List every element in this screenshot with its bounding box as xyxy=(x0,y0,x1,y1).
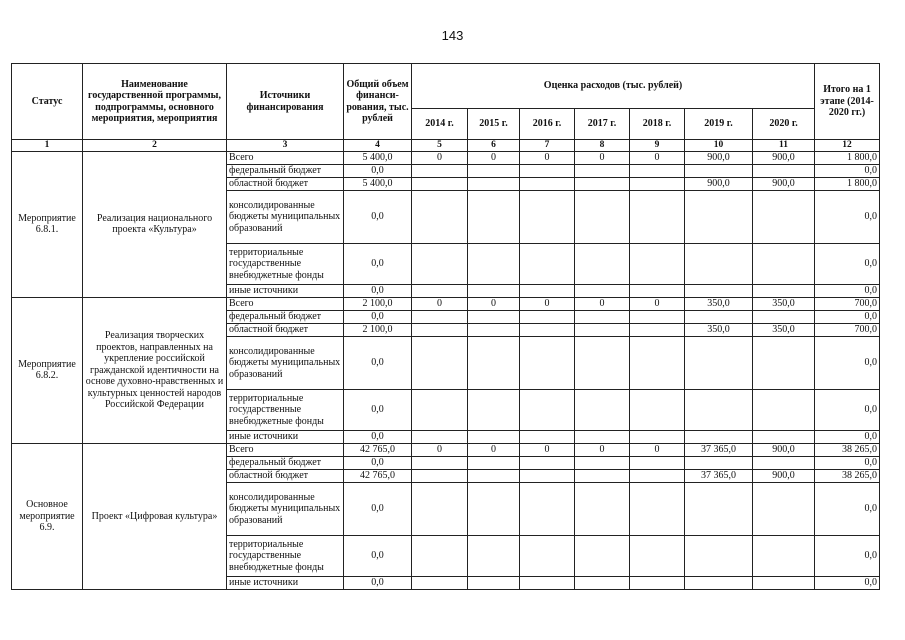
table-body xyxy=(12,151,880,589)
year-value-cell xyxy=(753,389,815,430)
year-value-cell: 0 xyxy=(520,297,575,310)
column-index: 2 xyxy=(83,140,227,152)
header-status: Статус xyxy=(12,64,83,140)
source-cell: федеральный бюджет xyxy=(227,164,344,177)
year-value-cell xyxy=(468,456,520,469)
year-value-cell xyxy=(575,456,630,469)
source-cell: областной бюджет xyxy=(227,177,344,190)
column-index: 4 xyxy=(344,140,412,152)
year-value-cell: 900,0 xyxy=(753,177,815,190)
year-value-cell xyxy=(685,164,753,177)
column-index: 8 xyxy=(575,140,630,152)
year-value-cell xyxy=(575,430,630,443)
year-value-cell xyxy=(753,164,815,177)
year-value-cell: 350,0 xyxy=(685,323,753,336)
header-total: Общий объем финанси-рования, тыс. рублей xyxy=(344,64,412,140)
year-value-cell xyxy=(630,284,685,297)
total-cell: 0,0 xyxy=(344,190,412,243)
year-value-cell xyxy=(685,243,753,284)
source-cell: консолидированные бюджеты муниципальных образований xyxy=(227,336,344,389)
total-cell: 0,0 xyxy=(344,243,412,284)
year-value-cell: 350,0 xyxy=(685,297,753,310)
year-value-cell xyxy=(468,310,520,323)
year-value-cell xyxy=(520,177,575,190)
year-value-cell xyxy=(468,576,520,589)
year-value-cell xyxy=(412,469,468,482)
year-value-cell: 900,0 xyxy=(753,151,815,164)
stage-total-cell: 0,0 xyxy=(815,576,880,589)
year-value-cell: 900,0 xyxy=(753,443,815,456)
source-cell: иные источники xyxy=(227,284,344,297)
year-value-cell xyxy=(630,389,685,430)
column-index: 9 xyxy=(630,140,685,152)
source-cell: территориальные государственные внебюджетные фонды xyxy=(227,535,344,576)
stage-total-cell: 0,0 xyxy=(815,190,880,243)
source-cell: консолидированные бюджеты муниципальных образований xyxy=(227,482,344,535)
year-value-cell: 0 xyxy=(412,151,468,164)
year-value-cell: 350,0 xyxy=(753,297,815,310)
year-value-cell xyxy=(753,243,815,284)
year-value-cell xyxy=(753,430,815,443)
total-cell: 0,0 xyxy=(344,284,412,297)
year-value-cell xyxy=(468,177,520,190)
year-value-cell xyxy=(630,456,685,469)
total-cell: 42 765,0 xyxy=(344,469,412,482)
year-value-cell: 0 xyxy=(520,151,575,164)
year-value-cell xyxy=(412,164,468,177)
header-name: Наименование государственной программы, подпрограммы, основного мероприятия, мероприятия xyxy=(83,64,227,140)
source-cell: федеральный бюджет xyxy=(227,456,344,469)
year-value-cell: 0 xyxy=(630,297,685,310)
total-cell: 2 100,0 xyxy=(344,297,412,310)
source-cell: Всего xyxy=(227,151,344,164)
year-value-cell xyxy=(685,336,753,389)
year-value-cell xyxy=(412,243,468,284)
year-value-cell: 900,0 xyxy=(685,177,753,190)
stage-total-cell: 38 265,0 xyxy=(815,443,880,456)
year-value-cell xyxy=(630,469,685,482)
column-index: 3 xyxy=(227,140,344,152)
header-sources: Источники финансирования xyxy=(227,64,344,140)
year-value-cell xyxy=(630,482,685,535)
year-value-cell xyxy=(412,190,468,243)
year-value-cell xyxy=(575,177,630,190)
stage-total-cell: 0,0 xyxy=(815,336,880,389)
year-value-cell: 0 xyxy=(630,443,685,456)
year-value-cell xyxy=(412,535,468,576)
column-index: 5 xyxy=(412,140,468,152)
year-value-cell xyxy=(412,456,468,469)
year-value-cell xyxy=(412,284,468,297)
stage-total-cell: 0,0 xyxy=(815,389,880,430)
year-value-cell xyxy=(685,456,753,469)
year-value-cell xyxy=(468,190,520,243)
source-cell: территориальные государственные внебюджетные фонды xyxy=(227,389,344,430)
source-cell: территориальные государственные внебюджетные фонды xyxy=(227,243,344,284)
year-value-cell xyxy=(520,310,575,323)
stage-total-cell: 700,0 xyxy=(815,297,880,310)
year-value-cell xyxy=(753,310,815,323)
total-cell: 42 765,0 xyxy=(344,443,412,456)
column-index: 1 xyxy=(12,140,83,152)
year-value-cell xyxy=(412,482,468,535)
year-value-cell xyxy=(412,430,468,443)
year-value-cell xyxy=(520,389,575,430)
stage-total-cell: 1 800,0 xyxy=(815,177,880,190)
year-value-cell xyxy=(575,284,630,297)
year-value-cell xyxy=(630,336,685,389)
year-value-cell xyxy=(630,323,685,336)
total-cell: 2 100,0 xyxy=(344,323,412,336)
year-value-cell: 350,0 xyxy=(753,323,815,336)
total-cell: 0,0 xyxy=(344,430,412,443)
year-value-cell: 37 365,0 xyxy=(685,443,753,456)
year-value-cell xyxy=(520,576,575,589)
year-value-cell: 0 xyxy=(575,297,630,310)
year-value-cell xyxy=(753,190,815,243)
year-value-cell xyxy=(412,310,468,323)
year-value-cell xyxy=(630,535,685,576)
source-cell: федеральный бюджет xyxy=(227,310,344,323)
header-year: 2020 г. xyxy=(753,109,815,140)
year-value-cell xyxy=(575,164,630,177)
year-value-cell xyxy=(468,469,520,482)
year-value-cell: 37 365,0 xyxy=(685,469,753,482)
year-value-cell xyxy=(575,336,630,389)
source-cell: иные источники xyxy=(227,576,344,589)
year-value-cell xyxy=(753,456,815,469)
year-value-cell xyxy=(520,323,575,336)
header-estimate: Оценка расходов (тыс. рублей) xyxy=(412,64,815,109)
year-value-cell xyxy=(412,576,468,589)
table-row xyxy=(12,443,880,456)
stage-total-cell: 0,0 xyxy=(815,310,880,323)
year-value-cell: 0 xyxy=(575,151,630,164)
year-value-cell xyxy=(575,576,630,589)
year-value-cell: 0 xyxy=(412,443,468,456)
year-value-cell xyxy=(468,323,520,336)
year-value-cell: 0 xyxy=(468,297,520,310)
year-value-cell xyxy=(520,535,575,576)
page-number: 143 xyxy=(441,28,464,43)
year-value-cell: 0 xyxy=(520,443,575,456)
table-row xyxy=(12,151,880,164)
column-index: 10 xyxy=(685,140,753,152)
year-value-cell xyxy=(685,535,753,576)
year-value-cell xyxy=(468,164,520,177)
year-value-cell xyxy=(412,177,468,190)
column-index: 12 xyxy=(815,140,880,152)
column-index: 7 xyxy=(520,140,575,152)
year-value-cell xyxy=(520,164,575,177)
year-value-cell xyxy=(575,535,630,576)
stage-total-cell: 700,0 xyxy=(815,323,880,336)
year-value-cell xyxy=(575,389,630,430)
total-cell: 5 400,0 xyxy=(344,177,412,190)
year-value-cell xyxy=(520,430,575,443)
total-cell: 0,0 xyxy=(344,482,412,535)
year-value-cell xyxy=(468,389,520,430)
year-value-cell xyxy=(685,310,753,323)
total-cell: 0,0 xyxy=(344,336,412,389)
header-stage-total: Итого на 1 этапе (2014-2020 гг.) xyxy=(815,64,880,140)
year-value-cell xyxy=(575,469,630,482)
year-value-cell xyxy=(753,482,815,535)
year-value-cell xyxy=(685,389,753,430)
stage-total-cell: 1 800,0 xyxy=(815,151,880,164)
year-value-cell xyxy=(575,190,630,243)
year-value-cell xyxy=(575,323,630,336)
year-value-cell: 0 xyxy=(412,297,468,310)
year-value-cell: 0 xyxy=(630,151,685,164)
year-value-cell xyxy=(468,482,520,535)
stage-total-cell: 0,0 xyxy=(815,243,880,284)
source-cell: областной бюджет xyxy=(227,469,344,482)
total-cell: 5 400,0 xyxy=(344,151,412,164)
year-value-cell xyxy=(753,576,815,589)
header-year: 2014 г. xyxy=(412,109,468,140)
stage-total-cell: 0,0 xyxy=(815,535,880,576)
header-year: 2016 г. xyxy=(520,109,575,140)
stage-total-cell: 0,0 xyxy=(815,164,880,177)
year-value-cell xyxy=(630,576,685,589)
year-value-cell xyxy=(412,389,468,430)
year-value-cell xyxy=(520,469,575,482)
year-value-cell: 900,0 xyxy=(753,469,815,482)
stage-total-cell: 0,0 xyxy=(815,482,880,535)
year-value-cell xyxy=(468,430,520,443)
year-value-cell: 0 xyxy=(575,443,630,456)
source-cell: консолидированные бюджеты муниципальных образований xyxy=(227,190,344,243)
total-cell: 0,0 xyxy=(344,576,412,589)
status-cell: Основное мероприятие 6.9. xyxy=(12,443,83,589)
year-value-cell xyxy=(630,190,685,243)
year-value-cell xyxy=(520,190,575,243)
year-value-cell xyxy=(685,190,753,243)
year-value-cell xyxy=(412,336,468,389)
year-value-cell xyxy=(753,284,815,297)
year-value-cell xyxy=(630,177,685,190)
header-year: 2018 г. xyxy=(630,109,685,140)
year-value-cell xyxy=(575,310,630,323)
year-value-cell xyxy=(520,456,575,469)
year-value-cell xyxy=(468,535,520,576)
year-value-cell: 0 xyxy=(468,443,520,456)
year-value-cell xyxy=(412,323,468,336)
source-cell: областной бюджет xyxy=(227,323,344,336)
name-cell: Проект «Цифровая культура» xyxy=(83,443,227,589)
total-cell: 0,0 xyxy=(344,164,412,177)
stage-total-cell: 0,0 xyxy=(815,456,880,469)
status-cell: Мероприятие 6.8.2. xyxy=(12,297,83,443)
total-cell: 0,0 xyxy=(344,535,412,576)
stage-total-cell: 0,0 xyxy=(815,284,880,297)
stage-total-cell: 0,0 xyxy=(815,430,880,443)
year-value-cell xyxy=(520,243,575,284)
total-cell: 0,0 xyxy=(344,389,412,430)
year-value-cell xyxy=(685,430,753,443)
year-value-cell xyxy=(520,284,575,297)
year-value-cell xyxy=(520,482,575,535)
year-value-cell xyxy=(685,284,753,297)
year-value-cell: 900,0 xyxy=(685,151,753,164)
header-year: 2019 г. xyxy=(685,109,753,140)
year-value-cell xyxy=(685,482,753,535)
year-value-cell xyxy=(630,164,685,177)
name-cell: Реализация национального проекта «Культура» xyxy=(83,151,227,297)
column-index: 11 xyxy=(753,140,815,152)
year-value-cell xyxy=(753,535,815,576)
year-value-cell xyxy=(630,243,685,284)
column-index-row xyxy=(12,140,880,152)
year-value-cell xyxy=(520,336,575,389)
year-value-cell xyxy=(753,336,815,389)
table-row xyxy=(12,297,880,310)
column-index: 6 xyxy=(468,140,520,152)
year-value-cell xyxy=(575,482,630,535)
header-year: 2015 г. xyxy=(468,109,520,140)
total-cell: 0,0 xyxy=(344,310,412,323)
year-value-cell xyxy=(630,430,685,443)
budget-table xyxy=(11,63,880,590)
stage-total-cell: 38 265,0 xyxy=(815,469,880,482)
header-row xyxy=(12,64,880,109)
year-value-cell xyxy=(630,310,685,323)
total-cell: 0,0 xyxy=(344,456,412,469)
source-cell: иные источники xyxy=(227,430,344,443)
year-value-cell xyxy=(468,284,520,297)
year-value-cell xyxy=(575,243,630,284)
name-cell: Реализация творческих проектов, направленных на укрепление российской гражданской идентичности на основе духовно-нравственных и культурных ценностей народов Российской Федерации xyxy=(83,297,227,443)
source-cell: Всего xyxy=(227,443,344,456)
source-cell: Всего xyxy=(227,297,344,310)
year-value-cell xyxy=(685,576,753,589)
year-value-cell: 0 xyxy=(468,151,520,164)
year-value-cell xyxy=(468,336,520,389)
header-year: 2017 г. xyxy=(575,109,630,140)
status-cell: Мероприятие 6.8.1. xyxy=(12,151,83,297)
year-value-cell xyxy=(468,243,520,284)
